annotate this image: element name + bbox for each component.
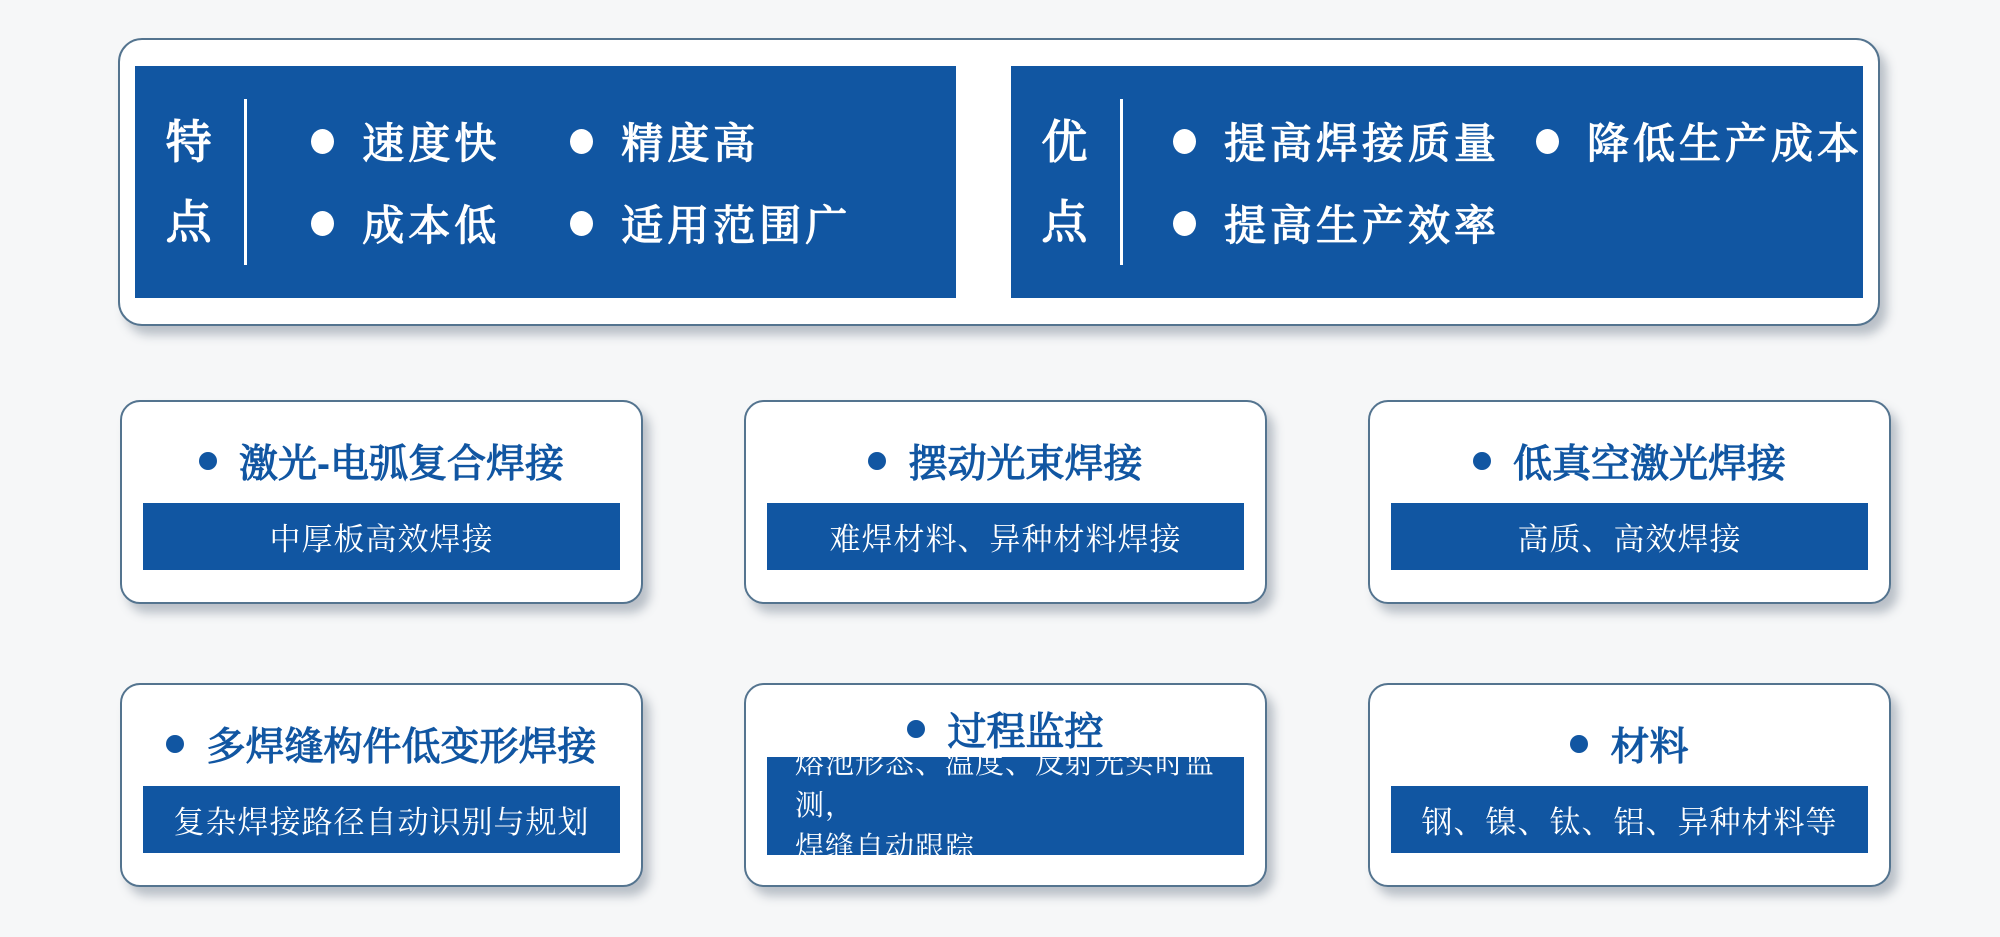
advantages-list [1173, 111, 1863, 253]
feature-item [570, 193, 851, 253]
bullet-icon [1473, 452, 1491, 470]
bullet-icon [868, 452, 886, 470]
bullet-icon [570, 129, 593, 154]
card-description-line: 熔池形态、温度、反射光实时监测， [795, 747, 1216, 822]
card-title-label: 摆动光束焊接 [908, 442, 1143, 486]
card-title-label: 过程监控 [947, 711, 1104, 754]
bullet-icon [570, 211, 593, 236]
advantage-item-label: 提高焊接质量 [1223, 120, 1500, 167]
card-description-bar: 难焊材料、异种材料焊接 [767, 503, 1244, 570]
card-description-bar: 中厚板高效焊接 [143, 503, 620, 570]
card-oscillating-beam-welding [744, 400, 1267, 604]
card-title [143, 418, 620, 503]
card-title-label: 材料 [1610, 725, 1689, 769]
card-row-bottom [120, 683, 1891, 887]
bullet-icon [199, 452, 217, 470]
card-description-line: 焊缝自动跟踪 [795, 832, 976, 865]
card-description-bar: 复杂焊接路径自动识别与规划 [143, 786, 620, 853]
bullet-icon [1570, 735, 1588, 753]
bullet-icon [311, 211, 334, 236]
advantages-label: 优点 [1041, 115, 1088, 248]
vertical-divider [1120, 99, 1123, 265]
card-description-bar [767, 747, 1244, 865]
card-title-label: 激光-电弧复合焊接 [239, 442, 564, 486]
card-title [143, 701, 620, 786]
features-list [311, 111, 851, 253]
card-row-top [120, 400, 1891, 604]
feature-item [311, 111, 500, 171]
vertical-divider [244, 99, 247, 265]
advantage-item-label: 提高生产效率 [1223, 202, 1500, 249]
feature-item-label: 精度高 [621, 120, 760, 167]
features-panel [135, 66, 956, 298]
bullet-icon [1173, 129, 1196, 154]
card-title-label: 低真空激光焊接 [1512, 442, 1786, 486]
card-process-monitoring [744, 683, 1267, 887]
card-title [1391, 701, 1868, 786]
card-title-label: 多焊缝构件低变形焊接 [206, 725, 597, 769]
bullet-icon [1536, 129, 1559, 154]
feature-item-label: 速度快 [362, 120, 501, 167]
card-laser-arc-hybrid-welding [120, 400, 643, 604]
card-low-vacuum-laser-welding [1368, 400, 1891, 604]
card-description-bar: 高质、高效焊接 [1391, 503, 1868, 570]
advantages-panel [1011, 66, 1863, 298]
top-summary-card [118, 38, 1880, 326]
card-title [767, 418, 1244, 503]
card-description-bar: 钢、镍、钛、铝、异种材料等 [1391, 786, 1868, 853]
bullet-icon [166, 735, 184, 753]
feature-item [570, 111, 851, 171]
advantage-item [1536, 111, 1863, 171]
feature-item-label: 成本低 [362, 202, 501, 249]
bullet-icon [1173, 211, 1196, 236]
card-low-distortion-welding [120, 683, 643, 887]
bullet-icon [907, 720, 925, 738]
feature-item-label: 适用范围广 [621, 202, 852, 249]
advantage-item [1173, 111, 1500, 171]
advantage-item [1173, 193, 1500, 253]
features-label: 特点 [165, 115, 212, 248]
card-materials [1368, 683, 1891, 887]
advantage-item-label: 降低生产成本 [1586, 120, 1863, 167]
card-title [1391, 418, 1868, 503]
bullet-icon [311, 129, 334, 154]
feature-item [311, 193, 500, 253]
